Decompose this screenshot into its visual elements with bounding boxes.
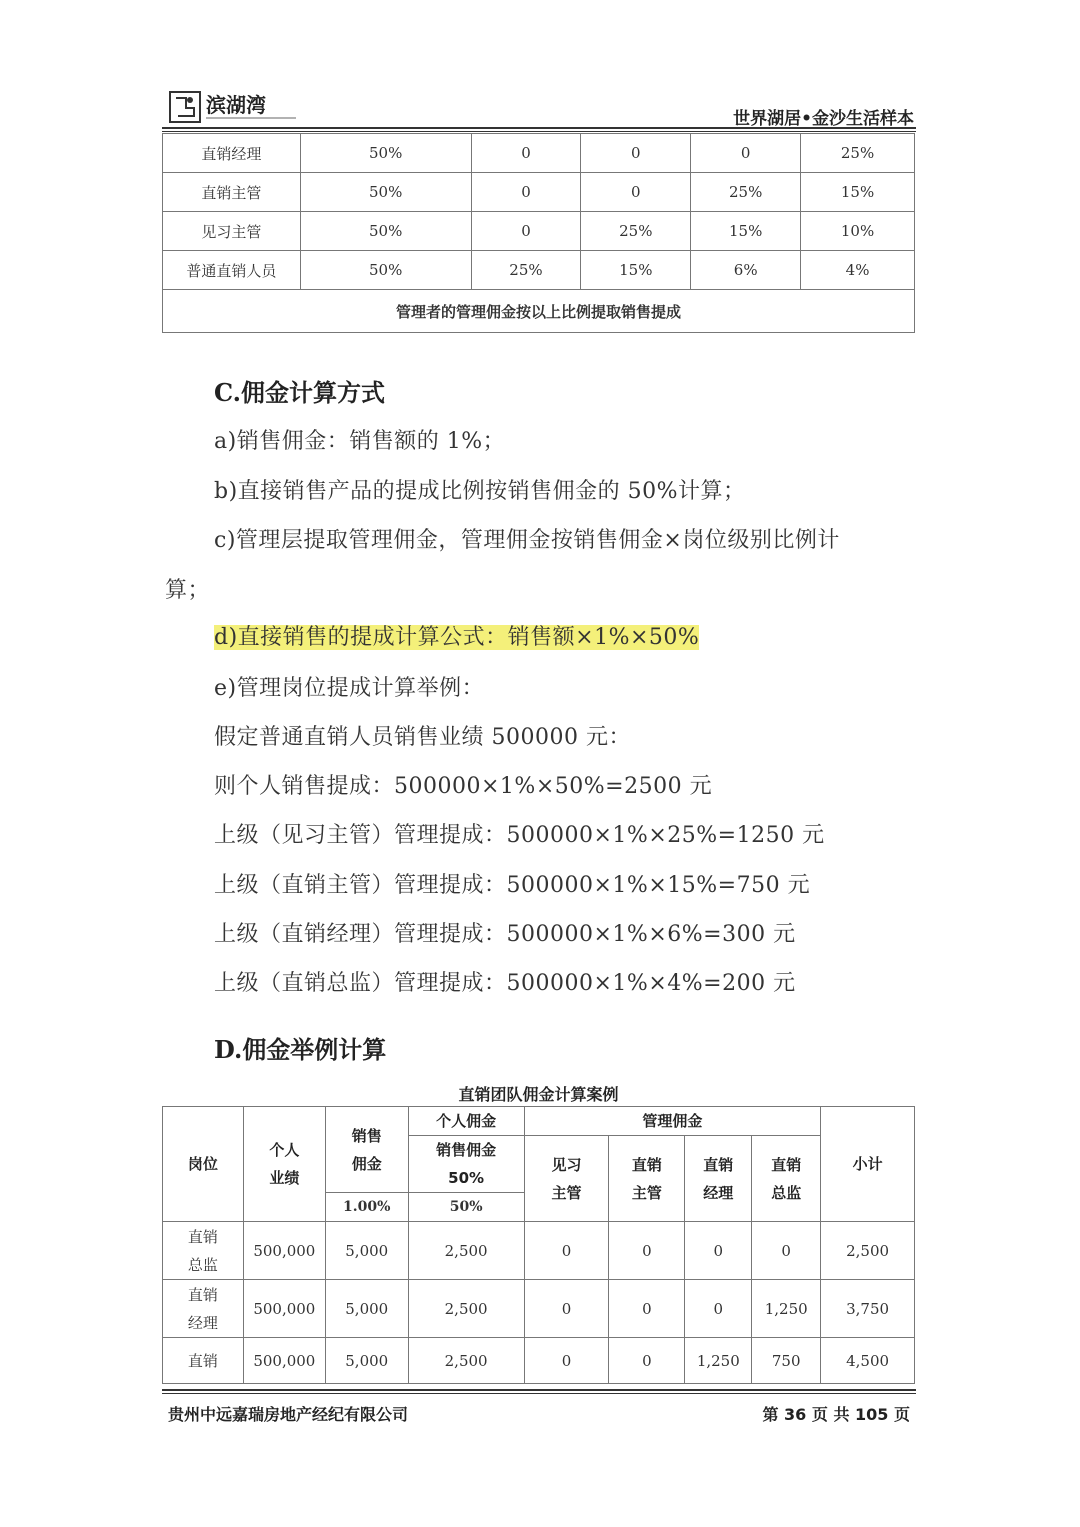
table-cell: 0 (609, 1280, 685, 1338)
table-note: 管理者的管理佣金按以上比例提取销售提成 (163, 290, 915, 333)
table-cell: 直销经理 (163, 1280, 244, 1338)
company-logo (168, 86, 308, 126)
table-cell: 15% (581, 251, 691, 290)
table-cell: 见习主管 (163, 212, 301, 251)
example-line: 上级（见习主管）管理提成：500000×1%×25%=1250 元 (214, 823, 825, 848)
table-cell: 500,000 (243, 1338, 325, 1384)
table-row (163, 251, 915, 290)
table-cell: 0 (471, 173, 581, 212)
table-cell: 500,000 (243, 1280, 325, 1338)
header-divider (162, 127, 916, 129)
section-c-title: C.佣金计算方式 (214, 378, 386, 407)
table-cell: 50% (300, 251, 471, 290)
header-sales-director: 直销总监 (752, 1136, 821, 1222)
table-cell: 0 (685, 1222, 752, 1280)
table-cell: 2,500 (408, 1222, 524, 1280)
table-cell: 直销主管 (163, 173, 301, 212)
example-line: 上级（直销主管）管理提成：500000×1%×15%=750 元 (214, 873, 811, 898)
table-row (163, 212, 915, 251)
paragraph-e: e)管理岗位提成计算举例： (214, 676, 485, 701)
highlight: d)直接销售的提成计算公式：销售额×1%×50% (214, 625, 700, 650)
table-cell: 0 (524, 1222, 609, 1280)
header-sales-commission: 销售佣金 (325, 1107, 408, 1193)
example-line: 上级（直销总监）管理提成：500000×1%×4%=200 元 (214, 971, 796, 996)
footer-divider (162, 1389, 916, 1391)
table-cell: 直销经理 (163, 134, 301, 173)
table-cell: 500,000 (243, 1222, 325, 1280)
table-cell: 0 (691, 134, 801, 173)
table-row (163, 1280, 915, 1338)
table-cell: 0 (609, 1222, 685, 1280)
paragraph-c-continued: 算； (165, 578, 211, 603)
table-caption: 直销团队佣金计算案例 (458, 1085, 619, 1104)
header-sales-manager: 直销经理 (685, 1136, 752, 1222)
table-cell: 25% (581, 212, 691, 251)
table-cell: 3,750 (821, 1280, 915, 1338)
paragraph-a: a)销售佣金：销售额的 1%； (214, 429, 506, 454)
table-cell: 0 (524, 1280, 609, 1338)
table-row (163, 1222, 915, 1280)
table-cell: 50% (300, 212, 471, 251)
table-cell: 5,000 (325, 1338, 408, 1384)
paragraph-c: c)管理层提取管理佣金，管理佣金按销售佣金×岗位级别比例计 (214, 528, 840, 553)
table-cell: 5,000 (325, 1280, 408, 1338)
table-cell: 0 (524, 1338, 609, 1384)
header-personal-commission: 个人佣金 (408, 1107, 524, 1136)
logo-text: 滨湖湾 (206, 93, 266, 117)
table-cell: 2,500 (408, 1280, 524, 1338)
paragraph-b: b)直接销售产品的提成比例按销售佣金的 50%计算； (214, 479, 746, 504)
header-slogan: 世界湖居•金沙生活样本 (733, 109, 914, 129)
table-row (163, 1338, 915, 1384)
table-header-row (163, 1107, 915, 1136)
table-cell: 0 (609, 1338, 685, 1384)
table-cell: 0 (581, 173, 691, 212)
header-management-commission: 管理佣金 (524, 1107, 821, 1136)
table-cell: 6% (691, 251, 801, 290)
table-cell: 普通直销人员 (163, 251, 301, 290)
table-row (163, 134, 915, 173)
table-cell: 50% (300, 173, 471, 212)
commission-example-table (162, 1106, 915, 1384)
table-cell: 2,500 (408, 1338, 524, 1384)
table-cell: 直销总监 (163, 1222, 244, 1280)
table-cell: 25% (691, 173, 801, 212)
table-cell: 0 (752, 1222, 821, 1280)
table-cell: 0 (471, 212, 581, 251)
table-cell: 750 (752, 1338, 821, 1384)
header-subtotal: 小计 (821, 1107, 915, 1222)
section-d-title: D.佣金举例计算 (214, 1035, 387, 1064)
table-cell: 2,500 (821, 1222, 915, 1280)
table-cell: 50% (300, 134, 471, 173)
table-note-row (163, 290, 915, 333)
table-cell: 1,250 (752, 1280, 821, 1338)
table-cell: 5,000 (325, 1222, 408, 1280)
header-personal-commission-sub: 销售佣金50% (408, 1136, 524, 1193)
table-cell: 10% (801, 212, 915, 251)
paragraph-d-highlighted (214, 620, 699, 651)
table-cell: 4% (801, 251, 915, 290)
table-cell: 1,250 (685, 1338, 752, 1384)
table-cell: 15% (801, 173, 915, 212)
table-row (163, 173, 915, 212)
table-cell: 4,500 (821, 1338, 915, 1384)
header-personal-rate: 50% (408, 1193, 524, 1222)
table-cell: 0 (581, 134, 691, 173)
table-cell: 0 (685, 1280, 752, 1338)
table-cell: 25% (801, 134, 915, 173)
example-line: 则个人销售提成：500000×1%×50%=2500 元 (214, 774, 713, 799)
header-sales-supervisor: 直销主管 (609, 1136, 685, 1222)
example-line: 上级（直销经理）管理提成：500000×1%×6%=300 元 (214, 922, 796, 947)
footer-page-number: 第 36 页 共 105 页 (762, 1405, 910, 1424)
table-cell: 25% (471, 251, 581, 290)
header-divider-thin (162, 131, 916, 132)
footer-divider-thin (162, 1393, 916, 1394)
table-cell: 0 (471, 134, 581, 173)
table-cell: 15% (691, 212, 801, 251)
header-sales-rate: 1.00% (325, 1193, 408, 1222)
header-position: 岗位 (163, 1107, 244, 1222)
example-line: 假定普通直销人员销售业绩 500000 元： (214, 725, 631, 750)
header-personal-performance: 个人业绩 (243, 1107, 325, 1222)
header-trainee-supervisor: 见习主管 (524, 1136, 609, 1222)
footer-company: 贵州中远嘉瑞房地产经纪有限公司 (168, 1405, 409, 1424)
table-cell: 直销 (163, 1338, 244, 1384)
commission-ratio-table (162, 133, 915, 333)
